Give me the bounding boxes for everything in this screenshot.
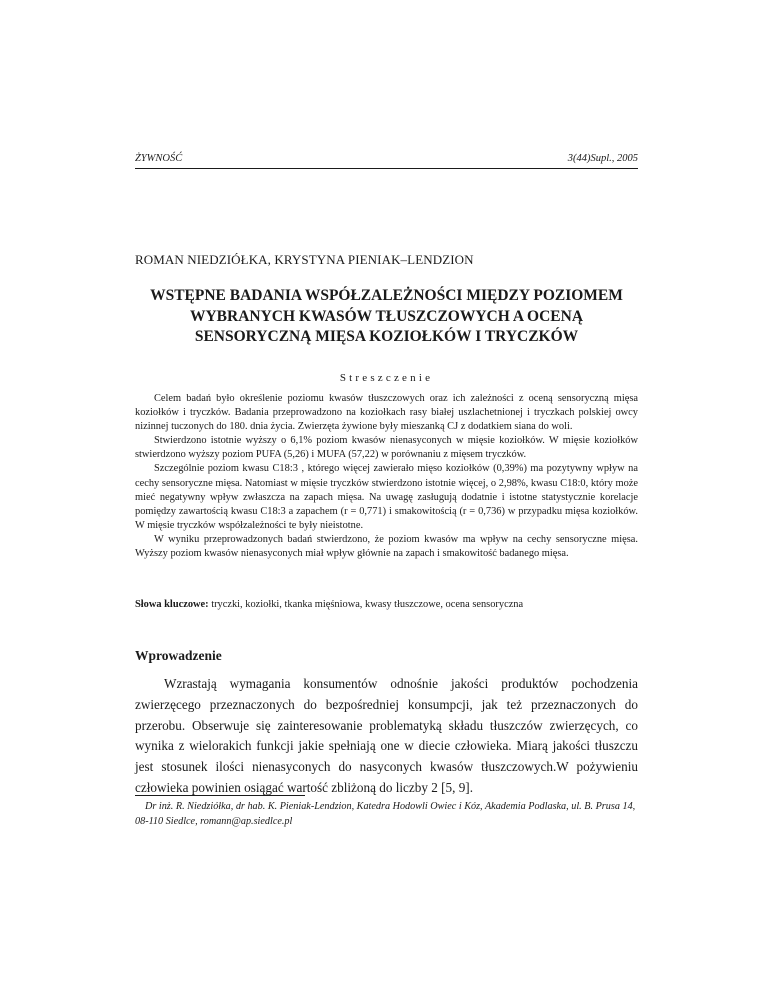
keywords-text: tryczki, koziołki, tkanka mięśniowa, kwasy tłuszczowe, ocena sensoryczna	[208, 599, 524, 610]
title-line-3: SENSORYCZNĄ MIĘSA KOZIOŁKÓW I TRYCZKÓW	[194, 328, 579, 345]
abstract-paragraph-3: Szczególnie poziom kwasu C18:3 , którego więcej zawierało mięso koziołków (0,39%) ma pozytywny wpływ na cechy sensoryczne mięsa. Natomiast w mięsie tryczków stwierdzono istotnie więcej, o 2,98%, kwasu C18:0, który może mieć negatywny wpływ zwłaszcza na zapach mięsa. Na uwagę zasługują dodatnie i istotne statystycznie korelacje pomiędzy zawartością kwasu C18:3 a zapachem (r = 0,771) i smakowitością (r = 0,736) w przypadku mięsa koziołków. W mięsie tryczków współzależności te były nieistotne.	[135, 463, 638, 531]
section-heading-introduction: Wprowadzenie	[135, 648, 222, 663]
title-line-2: WYBRANYCH KWASÓW TŁUSZCZOWYCH A OCENĄ	[189, 307, 584, 325]
authors: ROMAN NIEDZIÓŁKA, KRYSTYNA PIENIAK–LENDZION	[135, 252, 474, 267]
abstract	[135, 392, 638, 561]
author-footnote: Dr inż. R. Niedziółka, dr hab. K. Pieniak-Lendzion, Katedra Hodowli Owiec i Kóz, Akademia Podlaska, ul. B. Prusa 14, 08-110 Siedlce, romann@ap.siedlce.pl	[135, 801, 636, 827]
introduction	[135, 674, 638, 799]
abstract-paragraph-1: Celem badań było określenie poziomu kwasów tłuszczowych oraz ich zależności z oceną sensoryczną mięsa koziołków i tryczków. Badania przeprowadzono na koziołkach rasy białej uszlachetnionej i tryczkach polskiej owcy nizinnej tuczonych do 180. dnia życia. Zwierzęta żywione były mieszanką CJ z dodatkiem siana do woli.	[135, 393, 638, 433]
footnote-rule	[135, 795, 305, 796]
paper-title	[135, 286, 638, 348]
keywords-label: Słowa kluczowe:	[135, 599, 209, 610]
header-rule	[135, 168, 638, 169]
abstract-heading: Streszczenie	[339, 372, 434, 384]
keywords	[135, 598, 638, 612]
abstract-paragraph-4: W wyniku przeprowadzonych badań stwierdzono, że poziom kwasów ma wpływ na cechy sensoryczne mięsa. Wyższy poziom kwasów nienasyconych miał wpływ głównie na zapach i smakowitość badanego mięsa.	[135, 533, 638, 560]
title-line-1: WSTĘPNE BADANIA WSPÓŁZALEŻNOŚCI MIĘDZY POZIOMEM	[150, 287, 623, 304]
introduction-paragraph: Wzrastają wymagania konsumentów odnośnie jakości produktów pochodzenia zwierzęcego przeznaczonych do bezpośredniej konsumpcji, jak też przeznaczonych do przerobu. Obserwuje się zainteresowanie problematyką składu tłuszczów zwierzęcych, co wynika z wielorakich funkcji jakie spełniają one w diecie człowieka. Miarą jakości tłuszczu jest stosunek ilości nienasyconych do nasyconych kwasów tłuszczowych.W pożywieniu człowieka powinien osiągać wartość zbliżoną do liczby 2 [5, 9].	[135, 676, 638, 795]
journal-name: ŻYWNOŚĆ	[135, 153, 183, 164]
issue-number: 3(44)Supl., 2005	[567, 153, 638, 164]
abstract-paragraph-2: Stwierdzono istotnie wyższy o 6,1% poziom kwasów nienasyconych w mięsie koziołków. W mięsie koziołków stwierdzono wyższy poziom PUFA (5,26) i MUFA (57,22) w porównaniu z mięsem tryczków.	[135, 435, 638, 461]
